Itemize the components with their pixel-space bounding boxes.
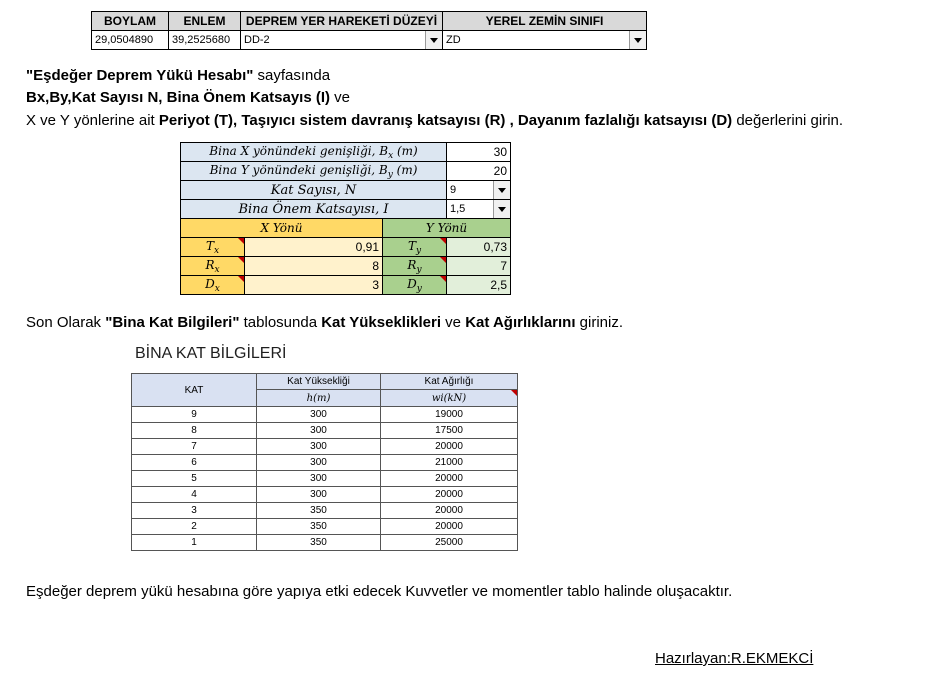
table-row bbox=[132, 471, 518, 487]
intro-line-3 bbox=[26, 110, 843, 132]
y-direction-header: Y Yönü bbox=[383, 219, 511, 238]
boylam-header: BOYLAM bbox=[92, 12, 169, 31]
comment-marker-icon bbox=[440, 276, 446, 282]
floor-weight-cell[interactable]: 17500 bbox=[381, 423, 518, 439]
table-row bbox=[132, 455, 518, 471]
zemin-sinifi-value: ZD bbox=[446, 34, 461, 46]
tx-sub: x bbox=[213, 245, 220, 256]
floor-number-cell: 6 bbox=[132, 455, 257, 471]
son-d: Kat Yükseklikleri bbox=[321, 314, 441, 331]
floor-table-body bbox=[132, 407, 518, 551]
kat-header: KAT bbox=[132, 374, 257, 407]
dx-sub: x bbox=[214, 283, 220, 294]
comment-marker-icon bbox=[440, 257, 446, 263]
intro-line-1-rest: sayfasında bbox=[253, 67, 331, 84]
floor-number-cell: 1 bbox=[132, 535, 257, 551]
x-direction-header: X Yönü bbox=[181, 219, 383, 238]
floor-weight-cell[interactable]: 20000 bbox=[381, 519, 518, 535]
i-dropdown[interactable] bbox=[447, 200, 511, 219]
by-label-text: Bina Y yönündeki genişliği, B bbox=[209, 162, 388, 177]
deprem-duzeyi-dropdown[interactable] bbox=[241, 31, 443, 50]
ty-symbol: T bbox=[407, 238, 416, 253]
deprem-duzeyi-dropdown-button[interactable] bbox=[425, 31, 442, 49]
deprem-duzeyi-header: DEPREM YER HAREKETİ DÜZEYİ bbox=[241, 12, 443, 31]
i-label: Bina Önem Katsayısı, I bbox=[181, 200, 447, 219]
floor-weight-cell[interactable]: 19000 bbox=[381, 407, 518, 423]
bx-value[interactable]: 30 bbox=[447, 143, 511, 162]
ry-sub: y bbox=[416, 264, 422, 275]
by-label bbox=[181, 162, 447, 181]
dy-symbol: D bbox=[407, 276, 417, 291]
floor-number-cell: 4 bbox=[132, 487, 257, 503]
floor-height-cell[interactable]: 300 bbox=[257, 471, 381, 487]
n-label: Kat Sayısı, N bbox=[181, 181, 447, 200]
floor-height-cell[interactable]: 350 bbox=[257, 535, 381, 551]
zemin-sinifi-dropdown[interactable] bbox=[443, 31, 647, 50]
location-table bbox=[91, 11, 647, 50]
enlem-header: ENLEM bbox=[169, 12, 241, 31]
son-e: ve bbox=[441, 314, 466, 331]
dy-value[interactable]: 2,5 bbox=[447, 276, 511, 295]
table-row bbox=[132, 535, 518, 551]
floor-weight-cell[interactable]: 20000 bbox=[381, 471, 518, 487]
intro-line-3-bold: Periyot (T), Taşıyıcı sistem davranış katsayısı (R) , Dayanım fazlalığı katsayısı (D) bbox=[158, 112, 733, 129]
table-row bbox=[132, 519, 518, 535]
i-value: 1,5 bbox=[450, 203, 466, 215]
chevron-down-icon bbox=[498, 188, 506, 193]
dx-label bbox=[181, 276, 245, 295]
tx-label bbox=[181, 238, 245, 257]
floor-number-cell: 3 bbox=[132, 503, 257, 519]
intro-line-3-c: değerlerini girin. bbox=[732, 112, 844, 129]
floor-number-cell: 8 bbox=[132, 423, 257, 439]
tx-symbol: T bbox=[205, 238, 214, 253]
dy-label bbox=[383, 276, 447, 295]
rx-label bbox=[181, 257, 245, 276]
height-header: Kat Yüksekliği bbox=[257, 374, 381, 390]
floor-number-cell: 5 bbox=[132, 471, 257, 487]
son-a: Son Olarak bbox=[26, 314, 106, 331]
table-row bbox=[132, 407, 518, 423]
intro-line-2 bbox=[26, 87, 350, 109]
bx-label-text: Bina X yönündeki genişliği, B bbox=[209, 143, 389, 158]
floor-height-cell[interactable]: 300 bbox=[257, 423, 381, 439]
intro-line-3-a: X ve Y yönlerine ait bbox=[26, 112, 159, 129]
ry-value[interactable]: 7 bbox=[447, 257, 511, 276]
deprem-duzeyi-value: DD-2 bbox=[244, 34, 270, 46]
boylam-cell[interactable]: 29,0504890 bbox=[92, 31, 169, 50]
son-f: Kat Ağırlıklarını bbox=[465, 314, 576, 331]
bx-label-unit: (m) bbox=[393, 143, 418, 158]
comment-marker-icon bbox=[440, 238, 446, 244]
bx-label bbox=[181, 143, 447, 162]
floor-height-cell[interactable]: 350 bbox=[257, 519, 381, 535]
i-dropdown-button[interactable] bbox=[493, 200, 510, 218]
intro-sheet-name: "Eşdeğer Deprem Yükü Hesabı" bbox=[26, 67, 254, 84]
floor-height-cell[interactable]: 300 bbox=[257, 439, 381, 455]
comment-marker-icon bbox=[238, 257, 244, 263]
rx-symbol: R bbox=[205, 257, 215, 272]
n-value: 9 bbox=[450, 184, 457, 196]
table-row bbox=[132, 487, 518, 503]
floor-weight-cell[interactable]: 20000 bbox=[381, 439, 518, 455]
floor-number-cell: 9 bbox=[132, 407, 257, 423]
floor-table-title: BİNA KAT BİLGİLERİ bbox=[135, 345, 287, 362]
dy-sub: y bbox=[416, 283, 422, 294]
floor-instruction bbox=[26, 312, 623, 334]
by-value[interactable]: 20 bbox=[447, 162, 511, 181]
ty-sub: y bbox=[415, 245, 422, 256]
height-unit-header: h(m) bbox=[257, 390, 381, 407]
table-row bbox=[132, 423, 518, 439]
intro-line-2-bold: Bx,By,Kat Sayısı N, Bina Önem Katsayıs (I) bbox=[26, 89, 330, 106]
footer-note: Eşdeğer deprem yükü hesabına göre yapıya etki edecek Kuvvetler ve momentler tablo halinde oluşacaktır. bbox=[26, 583, 733, 600]
table-row bbox=[132, 503, 518, 519]
weight-unit-header bbox=[381, 390, 518, 407]
enlem-cell[interactable]: 39,2525680 bbox=[169, 31, 241, 50]
table-row bbox=[132, 439, 518, 455]
floor-weight-cell[interactable]: 20000 bbox=[381, 503, 518, 519]
comment-marker-icon bbox=[238, 238, 244, 244]
ry-symbol: R bbox=[407, 257, 417, 272]
floor-height-cell[interactable]: 300 bbox=[257, 407, 381, 423]
dx-value[interactable]: 3 bbox=[245, 276, 383, 295]
chevron-down-icon bbox=[498, 207, 506, 212]
son-g: giriniz. bbox=[575, 314, 624, 331]
bx-label-sub: x bbox=[388, 150, 394, 161]
rx-value[interactable]: 8 bbox=[245, 257, 383, 276]
floor-weight-cell[interactable]: 21000 bbox=[381, 455, 518, 471]
floor-weight-cell[interactable]: 20000 bbox=[381, 487, 518, 503]
floor-info-table bbox=[131, 373, 518, 551]
floor-number-cell: 7 bbox=[132, 439, 257, 455]
ry-label bbox=[383, 257, 447, 276]
dx-symbol: D bbox=[205, 276, 215, 291]
n-dropdown-button[interactable] bbox=[493, 181, 510, 199]
floor-weight-cell[interactable]: 25000 bbox=[381, 535, 518, 551]
by-label-unit: (m) bbox=[392, 162, 418, 177]
zemin-sinifi-dropdown-button[interactable] bbox=[629, 31, 646, 49]
intro-line-1 bbox=[26, 65, 330, 87]
floor-number-cell: 2 bbox=[132, 519, 257, 535]
n-dropdown[interactable] bbox=[447, 181, 511, 200]
ty-label bbox=[383, 238, 447, 257]
floor-height-cell[interactable]: 350 bbox=[257, 503, 381, 519]
ty-value[interactable]: 0,73 bbox=[447, 238, 511, 257]
weight-unit-text: wi(kN) bbox=[431, 392, 467, 404]
comment-marker-icon bbox=[238, 276, 244, 282]
weight-header: Kat Ağırlığı bbox=[381, 374, 518, 390]
building-params-table bbox=[180, 142, 511, 295]
author-credit: Hazırlayan:R.EKMEKCİ bbox=[655, 650, 814, 667]
floor-height-cell[interactable]: 300 bbox=[257, 455, 381, 471]
son-c: tablosunda bbox=[239, 314, 322, 331]
comment-marker-icon bbox=[511, 390, 517, 396]
zemin-sinifi-header: YEREL ZEMİN SINIFI bbox=[443, 12, 647, 31]
by-label-sub: y bbox=[387, 169, 393, 180]
chevron-down-icon bbox=[634, 38, 642, 43]
tx-value[interactable]: 0,91 bbox=[245, 238, 383, 257]
chevron-down-icon bbox=[430, 38, 438, 43]
intro-line-2-rest: ve bbox=[330, 89, 351, 106]
floor-height-cell[interactable]: 300 bbox=[257, 487, 381, 503]
rx-sub: x bbox=[214, 264, 220, 275]
son-b: "Bina Kat Bilgileri" bbox=[105, 314, 240, 331]
